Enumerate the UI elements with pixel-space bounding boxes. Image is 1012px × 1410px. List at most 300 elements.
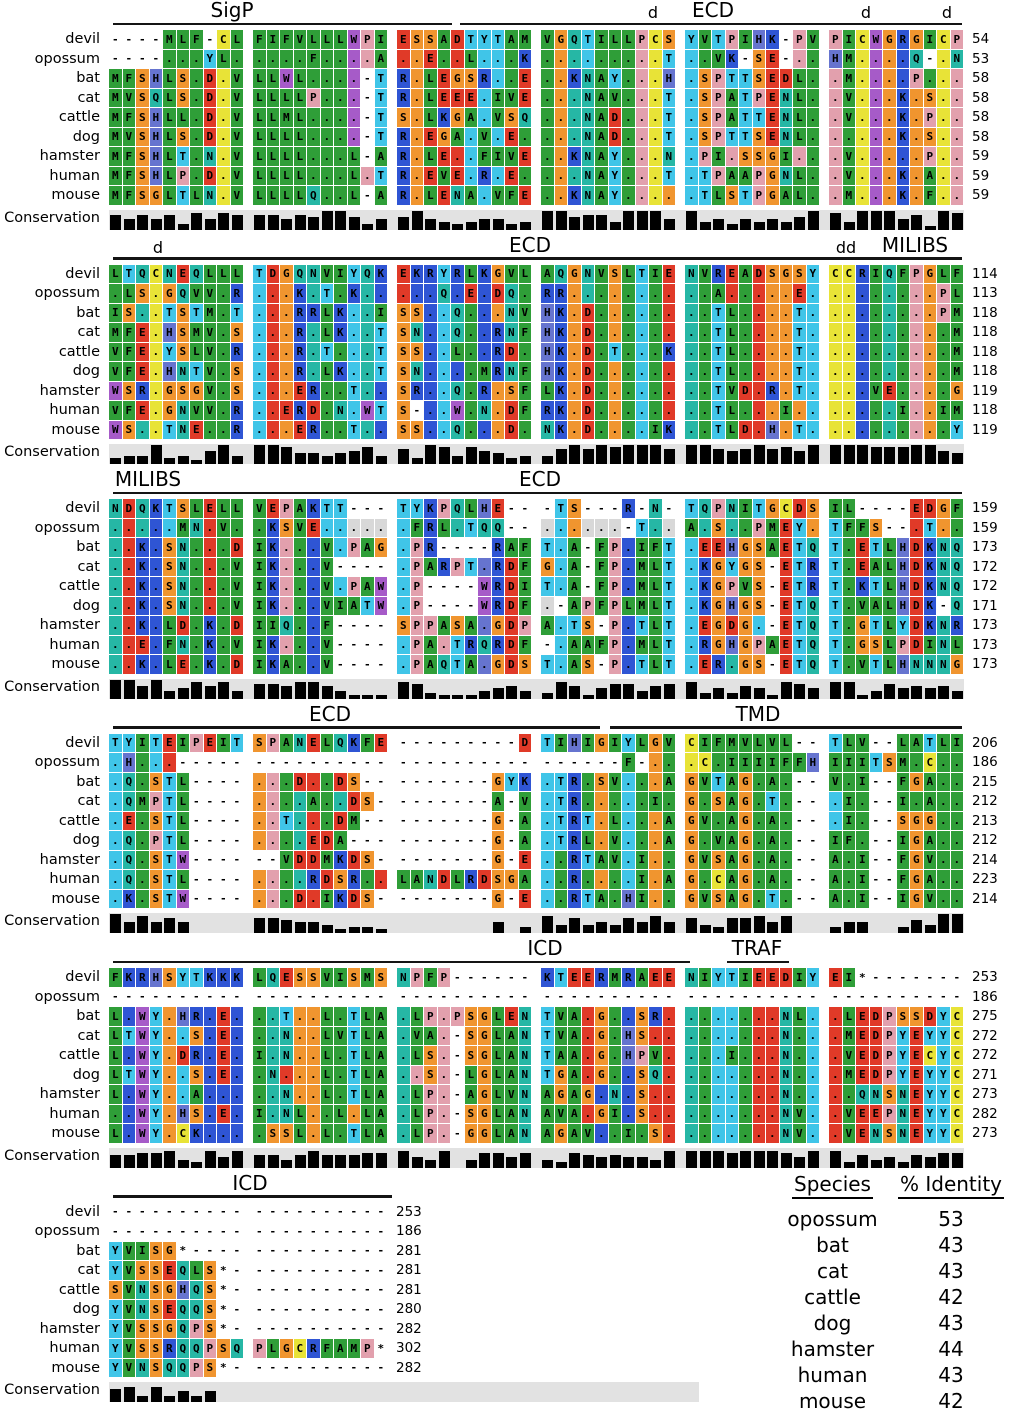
residue-cell: D (870, 1066, 884, 1086)
residue-cell: R (307, 421, 321, 441)
sequence (109, 753, 964, 773)
sequence-position: 159 (972, 519, 998, 536)
residue-cell: V (609, 89, 623, 109)
residue-cell: P (451, 558, 465, 578)
residue-group (397, 988, 532, 1008)
residue-cell: Q (361, 265, 375, 285)
residue-cell: - (649, 988, 663, 1008)
residue-group (541, 519, 676, 539)
conservation-bar (349, 1155, 360, 1168)
residue-cell: . (294, 792, 308, 812)
residue-cell: . (307, 1105, 321, 1125)
residue-cell: G (478, 1124, 492, 1144)
sequence (109, 108, 964, 128)
residue-cell: L (361, 1085, 375, 1105)
residue-cell: L (361, 1066, 375, 1086)
residue-cell: K (136, 558, 150, 578)
residue-cell: N (897, 1124, 911, 1144)
conservation-bar (727, 1153, 738, 1168)
residue-cell: L (177, 812, 191, 832)
residue-cell: G (739, 831, 753, 851)
residue-cell: L (883, 636, 897, 656)
conservation-group (829, 1148, 964, 1168)
residue-cell: . (883, 343, 897, 363)
residue-cell: . (622, 89, 636, 109)
residue-cell: Y (609, 147, 623, 167)
residue-cell: . (177, 1027, 191, 1047)
residue-group (253, 1222, 388, 1242)
residue-cell: . (780, 773, 794, 793)
residue-cell: A (568, 1124, 582, 1144)
conservation-bar (637, 922, 648, 933)
residue-cell: . (280, 792, 294, 812)
residue-cell: F (897, 773, 911, 793)
residue-cell: - (856, 988, 870, 1008)
residue-cell: . (361, 870, 375, 890)
residue-group (253, 1124, 388, 1144)
residue-cell: M (348, 1339, 362, 1359)
residue-cell: R (478, 69, 492, 89)
conservation-bar-slot (582, 913, 596, 933)
residue-cell: E (910, 1105, 924, 1125)
residue-cell: L (361, 1105, 375, 1125)
residue-cell: I (843, 812, 857, 832)
residue-cell: T (321, 499, 335, 519)
residue-cell: S (136, 1339, 150, 1359)
conservation-bar (754, 222, 765, 230)
residue-cell: . (150, 753, 164, 773)
residue-cell: A (568, 1066, 582, 1086)
residue-cell: V (190, 401, 204, 421)
residue-cell: . (622, 362, 636, 382)
residue-cell: - (451, 831, 465, 851)
conservation-bar-slot (766, 1148, 780, 1168)
residue-cell: - (231, 1242, 245, 1262)
residue-cell: E (163, 1300, 177, 1320)
residue-cell: E (780, 636, 794, 656)
residue-cell: . (109, 870, 123, 890)
residue-cell: - (123, 1203, 137, 1223)
residue-cell: Q (856, 1085, 870, 1105)
residue-cell: - (505, 831, 519, 851)
residue-cell: . (595, 1085, 609, 1105)
residue-cell: S (793, 265, 807, 285)
residue-cell: . (883, 323, 897, 343)
residue-cell: . (334, 1046, 348, 1066)
residue-group (109, 1203, 244, 1223)
residue-cell: K (307, 499, 321, 519)
residue-cell: P (609, 558, 623, 578)
residue-cell: - (348, 1359, 362, 1379)
residue-group (685, 343, 820, 363)
residue-cell: . (478, 89, 492, 109)
residue-cell: - (231, 1300, 245, 1320)
conservation-bar-slot (123, 210, 137, 230)
residue-cell: - (150, 988, 164, 1008)
conservation-bar (925, 688, 936, 699)
residue-cell: - (438, 773, 452, 793)
residue-cell: - (231, 851, 245, 871)
residue-cell: . (699, 1085, 713, 1105)
residue-cell: S (766, 265, 780, 285)
residue-cell: A (555, 1046, 569, 1066)
residue-group (109, 69, 244, 89)
conservation-bar (754, 688, 765, 699)
residue-cell: - (451, 538, 465, 558)
residue-cell: - (411, 812, 425, 832)
conservation-bar-slot (541, 444, 555, 464)
conservation-bar (254, 1155, 265, 1168)
residue-cell: . (739, 401, 753, 421)
residue-cell: . (753, 890, 767, 910)
residue-cell: * (177, 1242, 191, 1262)
conservation-bar (322, 686, 333, 699)
sequence-position: 172 (972, 558, 998, 575)
residue-cell: K (136, 655, 150, 675)
residue-cell: V (321, 597, 335, 617)
residue-cell: P (307, 89, 321, 109)
residue-cell: . (843, 1085, 857, 1105)
sequence (109, 147, 964, 167)
conservation-bar-slot (505, 444, 519, 464)
residue-cell: . (334, 69, 348, 89)
residue-cell: - (217, 831, 231, 851)
residue-group (829, 69, 964, 89)
residue-cell: * (375, 1339, 389, 1359)
alignment-row-hamster (0, 147, 1012, 167)
residue-cell: G (685, 870, 699, 890)
conservation-bar-slot (294, 444, 308, 464)
residue-cell: - (438, 577, 452, 597)
conservation-bar-slot (204, 210, 218, 230)
residue-cell: P (582, 597, 596, 617)
residue-cell: E (883, 382, 897, 402)
species-label: mouse (51, 187, 100, 203)
residue-cell: . (217, 108, 231, 128)
residue-group (685, 128, 820, 148)
residue-cell: P (910, 69, 924, 89)
residue-cell: E (699, 655, 713, 675)
residue-cell: . (663, 186, 677, 206)
residue-cell: K (897, 108, 911, 128)
residue-cell: . (636, 128, 650, 148)
residue-cell: R (397, 167, 411, 187)
residue-cell: - (505, 890, 519, 910)
residue-cell: G (910, 851, 924, 871)
residue-cell: - (870, 773, 884, 793)
residue-cell: - (123, 50, 137, 70)
residue-cell: L (361, 1007, 375, 1027)
residue-cell: C (699, 753, 713, 773)
residue-cell: A (505, 30, 519, 50)
residue-cell: E (294, 382, 308, 402)
residue-cell: E (726, 265, 740, 285)
residue-cell: N (204, 147, 218, 167)
residue-cell: . (348, 304, 362, 324)
residue-cell: S (163, 968, 177, 988)
residue-cell: . (465, 304, 479, 324)
conservation-bar (727, 224, 738, 230)
residue-cell: . (622, 792, 636, 812)
residue-cell: I (375, 30, 389, 50)
residue-group (109, 30, 244, 50)
residue-cell: I (712, 147, 726, 167)
residue-cell: S (136, 167, 150, 187)
residue-cell: - (294, 1222, 308, 1242)
residue-cell: G (856, 616, 870, 636)
residue-cell: L (267, 108, 281, 128)
residue-cell: H (150, 167, 164, 187)
conservation-bar (335, 691, 346, 699)
residue-cell: . (780, 851, 794, 871)
residue-cell: . (555, 616, 569, 636)
residue-cell: S (267, 1124, 281, 1144)
residue-cell: - (321, 1359, 335, 1379)
residue-cell: A (465, 108, 479, 128)
residue-cell: M (280, 108, 294, 128)
residue-cell: T (280, 1007, 294, 1027)
residue-group (541, 616, 676, 636)
residue-cell: T (190, 968, 204, 988)
conservation-bar-slot (609, 913, 623, 933)
residue-cell: A (411, 870, 425, 890)
conservation-bar-slot (505, 679, 519, 699)
conservation-bar (898, 688, 909, 699)
residue-cell: . (726, 1124, 740, 1144)
residue-group (685, 265, 820, 285)
residue-cell: R (136, 968, 150, 988)
residue-group (253, 362, 388, 382)
residue-cell: H (766, 421, 780, 441)
residue-cell: . (217, 343, 231, 363)
residue-cell: - (951, 968, 965, 988)
residue-cell: . (910, 401, 924, 421)
residue-cell: . (150, 655, 164, 675)
residue-cell: N (177, 558, 191, 578)
residue-cell: L (951, 284, 965, 304)
residue-cell: L (177, 792, 191, 812)
conservation-bar (137, 1153, 148, 1168)
residue-cell: . (321, 108, 335, 128)
residue-cell: P (438, 499, 452, 519)
sequence (109, 734, 964, 754)
residue-cell: . (753, 1007, 767, 1027)
residue-cell: D (910, 558, 924, 578)
conservation-bar (137, 686, 148, 699)
conservation-bar (425, 1160, 436, 1168)
residue-cell: S (397, 362, 411, 382)
conservation-bar-slot (609, 679, 623, 699)
residue-cell: S (897, 812, 911, 832)
sequence-position: 173 (972, 617, 998, 633)
conservation-bars (109, 1148, 964, 1168)
residue-cell: V (924, 851, 938, 871)
residue-cell: E (780, 558, 794, 578)
residue-cell: - (307, 1281, 321, 1301)
residue-group (685, 636, 820, 656)
residue-cell: . (568, 89, 582, 109)
residue-cell: . (150, 343, 164, 363)
residue-cell: H (541, 323, 555, 343)
conservation-bar (308, 682, 319, 699)
residue-cell: G (478, 1085, 492, 1105)
residue-cell: . (766, 1105, 780, 1125)
residue-cell: . (829, 421, 843, 441)
conservation-bar-slot (829, 1148, 843, 1168)
residue-cell: L (163, 167, 177, 187)
conservation-group (397, 444, 532, 464)
residue-cell: - (321, 753, 335, 773)
residue-cell: . (595, 870, 609, 890)
residue-cell: H (897, 538, 911, 558)
residue-cell: F (478, 147, 492, 167)
residue-cell: D (492, 284, 506, 304)
residue-cell: . (451, 50, 465, 70)
residue-cell: S (190, 1027, 204, 1047)
residue-cell: . (663, 284, 677, 304)
residue-cell: M (109, 108, 123, 128)
residue-cell: S (753, 597, 767, 617)
residue-cell: . (649, 304, 663, 324)
residue-cell: G (712, 616, 726, 636)
residue-cell: E (492, 499, 506, 519)
residue-cell: A (438, 616, 452, 636)
residue-cell: . (451, 284, 465, 304)
residue-cell: M (190, 323, 204, 343)
species-label: dog (72, 832, 100, 848)
residue-cell: T (793, 597, 807, 617)
residue-cell: R (397, 186, 411, 206)
residue-cell: D (910, 597, 924, 617)
residue-cell: V (109, 362, 123, 382)
residue-group (109, 655, 244, 675)
residue-cell: A (568, 577, 582, 597)
residue-cell: F (897, 265, 911, 285)
residue-cell: A (870, 558, 884, 578)
residue-cell: - (253, 1320, 267, 1340)
conservation-bar (232, 456, 243, 464)
residue-cell: H (726, 538, 740, 558)
residue-cell: . (753, 284, 767, 304)
residue-cell: L (294, 69, 308, 89)
conservation-bar-slot (231, 444, 245, 464)
residue-cell: M (843, 1027, 857, 1047)
residue-cell: . (555, 50, 569, 70)
residue-cell: I (334, 968, 348, 988)
residue-cell: Q (177, 1261, 191, 1281)
residue-cell: H (150, 147, 164, 167)
residue-cell: - (204, 792, 218, 812)
residue-cell: - (231, 1222, 245, 1242)
residue-cell: V (123, 128, 137, 148)
residue-cell: A (280, 655, 294, 675)
conservation-bar-slot (438, 444, 452, 464)
residue-cell: L (321, 1124, 335, 1144)
residue-cell: V (699, 890, 713, 910)
residue-group (397, 870, 532, 890)
residue-cell: L (348, 186, 362, 206)
residue-cell: S (231, 323, 245, 343)
conservation-bar (412, 458, 423, 464)
residue-cell: K (267, 558, 281, 578)
residue-cell: - (307, 1359, 321, 1379)
conservation-bar (686, 445, 697, 464)
residue-cell: E (307, 734, 321, 754)
residue-cell: T (739, 128, 753, 148)
residue-cell: W (870, 30, 884, 50)
sequence (109, 265, 964, 285)
identity-value: 53 (938, 1207, 964, 1231)
residue-cell: - (375, 636, 389, 656)
residue-group (829, 773, 964, 793)
residue-cell: Y (726, 558, 740, 578)
sequence-position: 223 (972, 871, 998, 887)
residue-cell: . (582, 1027, 596, 1047)
residue-cell: . (951, 186, 965, 206)
residue-cell: - (883, 812, 897, 832)
residue-cell: T (870, 577, 884, 597)
residue-cell: T (397, 499, 411, 519)
residue-group (253, 1203, 388, 1223)
residue-cell: . (870, 69, 884, 89)
residue-cell: . (595, 812, 609, 832)
sequence-position: 253 (972, 969, 998, 985)
residue-cell: T (253, 265, 267, 285)
residue-cell: - (307, 1222, 321, 1242)
residue-cell: R (492, 558, 506, 578)
residue-cell: . (636, 284, 650, 304)
residue-group (253, 988, 388, 1008)
conservation-bar (520, 927, 531, 933)
residue-cell: T (348, 1066, 362, 1086)
residue-cell: - (231, 812, 245, 832)
residue-cell: R (595, 968, 609, 988)
sequence (109, 831, 964, 851)
conservation-row (0, 441, 1012, 464)
residue-cell: . (595, 343, 609, 363)
residue-cell: F (123, 108, 137, 128)
residue-cell: . (231, 1007, 245, 1027)
residue-cell: . (334, 1085, 348, 1105)
residue-cell: T (793, 577, 807, 597)
residue-cell: . (267, 382, 281, 402)
residue-cell: L (411, 1046, 425, 1066)
residue-cell: L (793, 89, 807, 109)
domain-label-traf: TRAF (731, 936, 783, 960)
residue-cell: . (807, 343, 821, 363)
residue-cell: . (267, 1046, 281, 1066)
residue-cell: M (109, 186, 123, 206)
residue-cell: S (231, 382, 245, 402)
residue-cell: . (375, 870, 389, 890)
residue-cell: T (348, 1124, 362, 1144)
conservation-bar-slot (231, 913, 245, 933)
residue-cell: V (438, 167, 452, 187)
residue-cell: L (253, 167, 267, 187)
residue-cell: L (280, 128, 294, 148)
residue-cell: - (793, 988, 807, 1008)
residue-cell: I (951, 734, 965, 754)
residue-cell: . (109, 851, 123, 871)
residue-cell: . (636, 421, 650, 441)
residue-cell: E (766, 69, 780, 89)
alignment-row-cat (0, 323, 1012, 343)
conservation-bar (376, 929, 387, 933)
residue-cell: . (924, 343, 938, 363)
residue-cell: V (204, 284, 218, 304)
residue-cell: F (519, 382, 533, 402)
residue-group (829, 1046, 964, 1066)
